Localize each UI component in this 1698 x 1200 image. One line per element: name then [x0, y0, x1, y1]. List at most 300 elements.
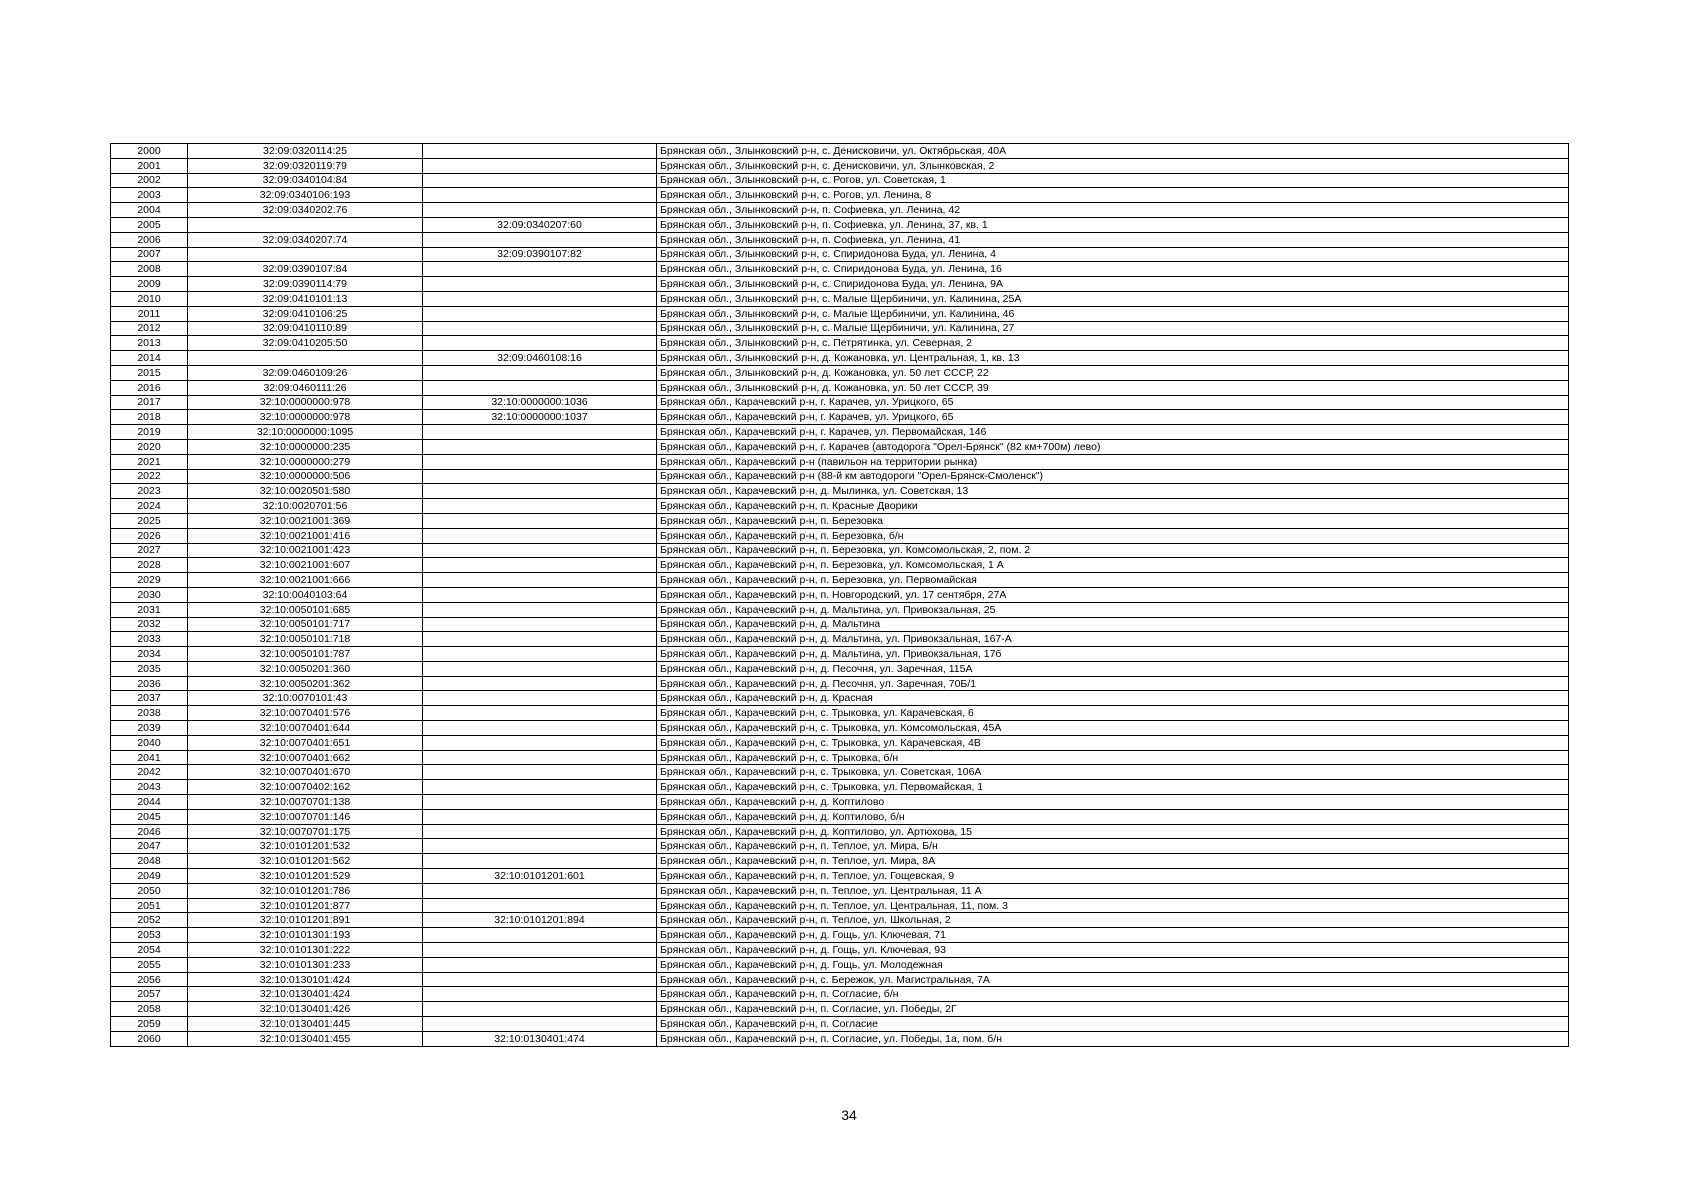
table-row: [111, 780, 1569, 795]
address-cell: Брянская обл., Карачевский р-н, п. Теплое, ул. Центральная, 11 А: [657, 883, 1569, 898]
address-cell: Брянская обл., Карачевский р-н (88-й км автодороги "Орел-Брянск-Смоленск"): [657, 469, 1569, 484]
related-cadastral-number-cell: [423, 928, 657, 943]
address-cell: Брянская обл., Карачевский р-н, д. Коптилово, ул. Артюхова, 15: [657, 824, 1569, 839]
address-cell: Брянская обл., Злынковский р-н, с. Малые Щербиничи, ул. Калинина, 27: [657, 321, 1569, 336]
cadastral-number-cell: 32:10:0101301:222: [188, 943, 423, 958]
table-row: [111, 217, 1569, 232]
table-row: [111, 351, 1569, 366]
table-row: [111, 336, 1569, 351]
table-row: [111, 395, 1569, 410]
row-number-cell: 2059: [111, 1017, 188, 1032]
address-cell: Брянская обл., Карачевский р-н, п. Согласие, б/н: [657, 987, 1569, 1002]
row-number-cell: 2037: [111, 691, 188, 706]
row-number-cell: 2019: [111, 425, 188, 440]
address-cell: Брянская обл., Злынковский р-н, с. Малые Щербиничи, ул. Калинина, 25А: [657, 291, 1569, 306]
row-number-cell: 2020: [111, 439, 188, 454]
address-cell: Брянская обл., Злынковский р-н, с. Малые Щербиничи, ул. Калинина, 46: [657, 306, 1569, 321]
registry-table-body: [111, 144, 1569, 1047]
address-cell: Брянская обл., Карачевский р-н, п. Согласие: [657, 1017, 1569, 1032]
cadastral-number-cell: 32:09:0340106:193: [188, 188, 423, 203]
address-cell: Брянская обл., Карачевский р-н, с. Трыковка, ул. Первомайская, 1: [657, 780, 1569, 795]
row-number-cell: 2002: [111, 173, 188, 188]
related-cadastral-number-cell: [423, 780, 657, 795]
related-cadastral-number-cell: 32:09:0340207:60: [423, 217, 657, 232]
related-cadastral-number-cell: [423, 809, 657, 824]
row-number-cell: 2009: [111, 277, 188, 292]
table-row: [111, 247, 1569, 262]
address-cell: Брянская обл., Карачевский р-н, с. Трыковка, ул. Комсомольская, 45А: [657, 721, 1569, 736]
table-row: [111, 957, 1569, 972]
row-number-cell: 2053: [111, 928, 188, 943]
related-cadastral-number-cell: [423, 232, 657, 247]
cadastral-number-cell: 32:10:0020501:580: [188, 484, 423, 499]
table-row: [111, 824, 1569, 839]
row-number-cell: 2024: [111, 499, 188, 514]
address-cell: Брянская обл., Карачевский р-н, д. Коптилово, б/н: [657, 809, 1569, 824]
table-row: [111, 291, 1569, 306]
table-row: [111, 439, 1569, 454]
cadastral-number-cell: 32:09:0340202:76: [188, 203, 423, 218]
row-number-cell: 2054: [111, 943, 188, 958]
cadastral-number-cell: 32:10:0020701:56: [188, 499, 423, 514]
related-cadastral-number-cell: [423, 987, 657, 1002]
address-cell: Брянская обл., Злынковский р-н, д. Кожановка, ул. 50 лет СССР, 22: [657, 365, 1569, 380]
cadastral-number-cell: 32:10:0000000:978: [188, 395, 423, 410]
row-number-cell: 2044: [111, 795, 188, 810]
table-row: [111, 499, 1569, 514]
related-cadastral-number-cell: [423, 706, 657, 721]
cadastral-number-cell: 32:10:0101301:233: [188, 957, 423, 972]
row-number-cell: 2010: [111, 291, 188, 306]
related-cadastral-number-cell: [423, 824, 657, 839]
address-cell: Брянская обл., Карачевский р-н, п. Красные Дворики: [657, 499, 1569, 514]
cadastral-number-cell: 32:10:0050101:718: [188, 632, 423, 647]
table-row: [111, 750, 1569, 765]
address-cell: Брянская обл., Карачевский р-н, п. Теплое, ул. Центральная, 11, пом. 3: [657, 898, 1569, 913]
address-cell: Брянская обл., Карачевский р-н, д. Гощь, ул. Ключевая, 93: [657, 943, 1569, 958]
related-cadastral-number-cell: [423, 676, 657, 691]
table-row: [111, 1017, 1569, 1032]
row-number-cell: 2031: [111, 602, 188, 617]
cadastral-number-cell: 32:10:0000000:235: [188, 439, 423, 454]
row-number-cell: 2045: [111, 809, 188, 824]
table-row: [111, 898, 1569, 913]
address-cell: Брянская обл., Карачевский р-н, п. Теплое, ул. Мира, Б/н: [657, 839, 1569, 854]
cadastral-number-cell: 32:10:0050101:787: [188, 647, 423, 662]
row-number-cell: 2041: [111, 750, 188, 765]
related-cadastral-number-cell: [423, 1017, 657, 1032]
row-number-cell: 2000: [111, 144, 188, 159]
table-row: [111, 484, 1569, 499]
table-row: [111, 839, 1569, 854]
row-number-cell: 2016: [111, 380, 188, 395]
related-cadastral-number-cell: [423, 617, 657, 632]
row-number-cell: 2008: [111, 262, 188, 277]
address-cell: Брянская обл., Карачевский р-н, д. Коптилово: [657, 795, 1569, 810]
table-row: [111, 528, 1569, 543]
row-number-cell: 2039: [111, 721, 188, 736]
related-cadastral-number-cell: [423, 839, 657, 854]
cadastral-number-cell: 32:10:0000000:506: [188, 469, 423, 484]
cadastral-number-cell: 32:09:0390107:84: [188, 262, 423, 277]
related-cadastral-number-cell: [423, 943, 657, 958]
related-cadastral-number-cell: [423, 573, 657, 588]
related-cadastral-number-cell: [423, 188, 657, 203]
table-row: [111, 602, 1569, 617]
related-cadastral-number-cell: [423, 647, 657, 662]
row-number-cell: 2012: [111, 321, 188, 336]
address-cell: Брянская обл., Злынковский р-н, п. Софиевка, ул. Ленина, 42: [657, 203, 1569, 218]
table-row: [111, 454, 1569, 469]
table-row: [111, 647, 1569, 662]
address-cell: Брянская обл., Карачевский р-н, с. Трыковка, б/н: [657, 750, 1569, 765]
cadastral-number-cell: 32:10:0021001:423: [188, 543, 423, 558]
table-row: [111, 869, 1569, 884]
registry-table: [110, 143, 1569, 1047]
address-cell: Брянская обл., Злынковский р-н, с. Денисковичи, ул. Злынковская, 2: [657, 158, 1569, 173]
related-cadastral-number-cell: [423, 365, 657, 380]
cadastral-number-cell: 32:10:0021001:416: [188, 528, 423, 543]
row-number-cell: 2052: [111, 913, 188, 928]
cadastral-number-cell: 32:10:0130101:424: [188, 972, 423, 987]
related-cadastral-number-cell: 32:10:0000000:1037: [423, 410, 657, 425]
table-row: [111, 676, 1569, 691]
cadastral-number-cell: 32:10:0070101:43: [188, 691, 423, 706]
address-cell: Брянская обл., Карачевский р-н, п. Теплое, ул. Мира, 8А: [657, 854, 1569, 869]
cadastral-number-cell: 32:10:0021001:369: [188, 513, 423, 528]
table-row: [111, 203, 1569, 218]
table-row: [111, 795, 1569, 810]
row-number-cell: 2003: [111, 188, 188, 203]
related-cadastral-number-cell: [423, 262, 657, 277]
address-cell: Брянская обл., Карачевский р-н, д. Мальтина, ул. Привокзальная, 25: [657, 602, 1569, 617]
address-cell: Брянская обл., Карачевский р-н, г. Карачев, ул. Урицкого, 65: [657, 395, 1569, 410]
row-number-cell: 2014: [111, 351, 188, 366]
row-number-cell: 2022: [111, 469, 188, 484]
related-cadastral-number-cell: [423, 898, 657, 913]
cadastral-number-cell: 32:10:0070701:138: [188, 795, 423, 810]
row-number-cell: 2023: [111, 484, 188, 499]
address-cell: Брянская обл., Карачевский р-н, д. Мылинка, ул. Советская, 13: [657, 484, 1569, 499]
row-number-cell: 2042: [111, 765, 188, 780]
table-row: [111, 425, 1569, 440]
row-number-cell: 2001: [111, 158, 188, 173]
related-cadastral-number-cell: [423, 795, 657, 810]
related-cadastral-number-cell: [423, 632, 657, 647]
table-row: [111, 1002, 1569, 1017]
row-number-cell: 2050: [111, 883, 188, 898]
related-cadastral-number-cell: [423, 158, 657, 173]
cadastral-number-cell: 32:10:0101301:193: [188, 928, 423, 943]
address-cell: Брянская обл., Карачевский р-н, п. Теплое, ул. Гощевская, 9: [657, 869, 1569, 884]
address-cell: Брянская обл., Карачевский р-н, д. Песочня, ул. Заречная, 70Б/1: [657, 676, 1569, 691]
cadastral-number-cell: 32:10:0101201:529: [188, 869, 423, 884]
related-cadastral-number-cell: [423, 558, 657, 573]
table-row: [111, 469, 1569, 484]
address-cell: Брянская обл., Злынковский р-н, с. Спиридонова Буда, ул. Ленина, 4: [657, 247, 1569, 262]
cadastral-number-cell: 32:10:0101201:532: [188, 839, 423, 854]
cadastral-number-cell: 32:10:0101201:891: [188, 913, 423, 928]
table-row: [111, 513, 1569, 528]
row-number-cell: 2007: [111, 247, 188, 262]
table-row: [111, 188, 1569, 203]
related-cadastral-number-cell: [423, 203, 657, 218]
related-cadastral-number-cell: [423, 380, 657, 395]
cadastral-number-cell: 32:10:0101201:562: [188, 854, 423, 869]
address-cell: Брянская обл., Карачевский р-н, д. Гощь, ул. Молодежная: [657, 957, 1569, 972]
related-cadastral-number-cell: 32:09:0390107:82: [423, 247, 657, 262]
address-cell: Брянская обл., Карачевский р-н, п. Теплое, ул. Школьная, 2: [657, 913, 1569, 928]
table-row: [111, 617, 1569, 632]
row-number-cell: 2043: [111, 780, 188, 795]
table-row: [111, 173, 1569, 188]
cadastral-number-cell: 32:10:0070401:576: [188, 706, 423, 721]
row-number-cell: 2027: [111, 543, 188, 558]
row-number-cell: 2060: [111, 1031, 188, 1046]
cadastral-number-cell: 32:10:0070701:175: [188, 824, 423, 839]
address-cell: Брянская обл., Карачевский р-н, с. Бережок, ул. Магистральная, 7А: [657, 972, 1569, 987]
table-row: [111, 380, 1569, 395]
cadastral-number-cell: 32:09:0410106:25: [188, 306, 423, 321]
related-cadastral-number-cell: [423, 721, 657, 736]
row-number-cell: 2004: [111, 203, 188, 218]
table-row: [111, 809, 1569, 824]
related-cadastral-number-cell: [423, 765, 657, 780]
table-row: [111, 721, 1569, 736]
address-cell: Брянская обл., Карачевский р-н, г. Карачев, ул. Урицкого, 65: [657, 410, 1569, 425]
table-row: [111, 972, 1569, 987]
address-cell: Брянская обл., Карачевский р-н, п. Согласие, ул. Победы, 2Г: [657, 1002, 1569, 1017]
table-row: [111, 277, 1569, 292]
related-cadastral-number-cell: [423, 454, 657, 469]
cadastral-number-cell: 32:09:0320114:25: [188, 144, 423, 159]
cadastral-number-cell: 32:10:0130401:424: [188, 987, 423, 1002]
related-cadastral-number-cell: [423, 439, 657, 454]
related-cadastral-number-cell: [423, 173, 657, 188]
address-cell: Брянская обл., Злынковский р-н, с. Денисковичи, ул. Октябрьская, 40А: [657, 144, 1569, 159]
address-cell: Брянская обл., Карачевский р-н, д. Гощь, ул. Ключевая, 71: [657, 928, 1569, 943]
row-number-cell: 2015: [111, 365, 188, 380]
table-row: [111, 661, 1569, 676]
address-cell: Брянская обл., Злынковский р-н, с. Спиридонова Буда, ул. Ленина, 9А: [657, 277, 1569, 292]
table-row: [111, 632, 1569, 647]
address-cell: Брянская обл., Карачевский р-н, п. Березовка: [657, 513, 1569, 528]
cadastral-number-cell: 32:09:0460111:26: [188, 380, 423, 395]
table-row: [111, 1031, 1569, 1046]
address-cell: Брянская обл., Карачевский р-н, п. Согласие, ул. Победы, 1а, пом. б/н: [657, 1031, 1569, 1046]
address-cell: Брянская обл., Карачевский р-н, п. Березовка, ул. Комсомольская, 1 А: [657, 558, 1569, 573]
table-row: [111, 883, 1569, 898]
address-cell: Брянская обл., Злынковский р-н, п. Софиевка, ул. Ленина, 41: [657, 232, 1569, 247]
row-number-cell: 2032: [111, 617, 188, 632]
row-number-cell: 2046: [111, 824, 188, 839]
address-cell: Брянская обл., Злынковский р-н, с. Спиридонова Буда, ул. Ленина, 16: [657, 262, 1569, 277]
cadastral-number-cell: 32:09:0320119:79: [188, 158, 423, 173]
cadastral-number-cell: 32:10:0070401:662: [188, 750, 423, 765]
row-number-cell: 2025: [111, 513, 188, 528]
row-number-cell: 2036: [111, 676, 188, 691]
address-cell: Брянская обл., Карачевский р-н, д. Мальтина: [657, 617, 1569, 632]
address-cell: Брянская обл., Карачевский р-н, п. Новгородский, ул. 17 сентября, 27А: [657, 587, 1569, 602]
table-row: [111, 943, 1569, 958]
related-cadastral-number-cell: [423, 957, 657, 972]
row-number-cell: 2033: [111, 632, 188, 647]
related-cadastral-number-cell: [423, 854, 657, 869]
related-cadastral-number-cell: [423, 750, 657, 765]
address-cell: Брянская обл., Карачевский р-н, д. Мальтина, ул. Привокзальная, 17б: [657, 647, 1569, 662]
row-number-cell: 2028: [111, 558, 188, 573]
related-cadastral-number-cell: [423, 513, 657, 528]
row-number-cell: 2030: [111, 587, 188, 602]
related-cadastral-number-cell: 32:10:0101201:894: [423, 913, 657, 928]
cadastral-number-cell: [188, 217, 423, 232]
row-number-cell: 2017: [111, 395, 188, 410]
table-row: [111, 735, 1569, 750]
table-row: [111, 765, 1569, 780]
row-number-cell: 2057: [111, 987, 188, 1002]
cadastral-number-cell: 32:09:0390114:79: [188, 277, 423, 292]
address-cell: Брянская обл., Злынковский р-н, с. Петрятинка, ул. Северная, 2: [657, 336, 1569, 351]
row-number-cell: 2005: [111, 217, 188, 232]
address-cell: Брянская обл., Карачевский р-н, п. Березовка, б/н: [657, 528, 1569, 543]
address-cell: Брянская обл., Карачевский р-н, с. Трыковка, ул. Карачевская, 4В: [657, 735, 1569, 750]
page-number: 34: [841, 1107, 857, 1123]
address-cell: Брянская обл., Карачевский р-н, г. Карачев (автодорога "Орел-Брянск" (82 км+700м) лево): [657, 439, 1569, 454]
related-cadastral-number-cell: [423, 484, 657, 499]
address-cell: Брянская обл., Злынковский р-н, с. Рогов, ул. Советская, 1: [657, 173, 1569, 188]
cadastral-number-cell: 32:10:0070401:670: [188, 765, 423, 780]
table-row: [111, 573, 1569, 588]
table-row: [111, 232, 1569, 247]
related-cadastral-number-cell: [423, 587, 657, 602]
address-cell: Брянская обл., Карачевский р-н, с. Трыковка, ул. Советская, 106А: [657, 765, 1569, 780]
cadastral-number-cell: 32:10:0021001:607: [188, 558, 423, 573]
table-row: [111, 854, 1569, 869]
related-cadastral-number-cell: [423, 972, 657, 987]
related-cadastral-number-cell: [423, 691, 657, 706]
cadastral-number-cell: 32:10:0130401:445: [188, 1017, 423, 1032]
row-number-cell: 2047: [111, 839, 188, 854]
address-cell: Брянская обл., Карачевский р-н, п. Березовка, ул. Комсомольская, 2, пом. 2: [657, 543, 1569, 558]
cadastral-number-cell: 32:10:0070401:644: [188, 721, 423, 736]
cadastral-number-cell: 32:09:0410110:89: [188, 321, 423, 336]
row-number-cell: 2035: [111, 661, 188, 676]
row-number-cell: 2034: [111, 647, 188, 662]
cadastral-number-cell: 32:10:0050201:362: [188, 676, 423, 691]
related-cadastral-number-cell: [423, 528, 657, 543]
cadastral-number-cell: 32:10:0040103:64: [188, 587, 423, 602]
row-number-cell: 2021: [111, 454, 188, 469]
table-row: [111, 144, 1569, 159]
table-row: [111, 928, 1569, 943]
table-row: [111, 410, 1569, 425]
row-number-cell: 2051: [111, 898, 188, 913]
row-number-cell: 2040: [111, 735, 188, 750]
table-row: [111, 706, 1569, 721]
address-cell: Брянская обл., Карачевский р-н, п. Березовка, ул. Первомайская: [657, 573, 1569, 588]
address-cell: Брянская обл., Злынковский р-н, д. Кожановка, ул. Центральная, 1, кв. 13: [657, 351, 1569, 366]
row-number-cell: 2018: [111, 410, 188, 425]
related-cadastral-number-cell: 32:10:0130401:474: [423, 1031, 657, 1046]
table-row: [111, 158, 1569, 173]
cadastral-number-cell: 32:10:0050101:717: [188, 617, 423, 632]
cadastral-number-cell: 32:09:0410205:50: [188, 336, 423, 351]
table-row: [111, 587, 1569, 602]
related-cadastral-number-cell: [423, 543, 657, 558]
row-number-cell: 2026: [111, 528, 188, 543]
related-cadastral-number-cell: [423, 735, 657, 750]
row-number-cell: 2049: [111, 869, 188, 884]
address-cell: Брянская обл., Карачевский р-н, д. Песочня, ул. Заречная, 115А: [657, 661, 1569, 676]
address-cell: Брянская обл., Карачевский р-н, г. Карачев, ул. Первомайская, 146: [657, 425, 1569, 440]
cadastral-number-cell: [188, 247, 423, 262]
cadastral-number-cell: 32:09:0410101:13: [188, 291, 423, 306]
related-cadastral-number-cell: [423, 306, 657, 321]
related-cadastral-number-cell: [423, 661, 657, 676]
cadastral-number-cell: 32:10:0130401:455: [188, 1031, 423, 1046]
cadastral-number-cell: 32:10:0070402:162: [188, 780, 423, 795]
table-row: [111, 543, 1569, 558]
table-row: [111, 306, 1569, 321]
address-cell: Брянская обл., Злынковский р-н, с. Рогов, ул. Ленина, 8: [657, 188, 1569, 203]
related-cadastral-number-cell: [423, 144, 657, 159]
cadastral-number-cell: 32:09:0460109:26: [188, 365, 423, 380]
row-number-cell: 2029: [111, 573, 188, 588]
related-cadastral-number-cell: [423, 321, 657, 336]
table-row: [111, 321, 1569, 336]
address-cell: Брянская обл., Карачевский р-н (павильон на территории рынка): [657, 454, 1569, 469]
cadastral-number-cell: 32:09:0340104:84: [188, 173, 423, 188]
cadastral-number-cell: 32:10:0101201:786: [188, 883, 423, 898]
row-number-cell: 2056: [111, 972, 188, 987]
row-number-cell: 2055: [111, 957, 188, 972]
row-number-cell: 2058: [111, 1002, 188, 1017]
address-cell: Брянская обл., Злынковский р-н, д. Кожановка, ул. 50 лет СССР, 39: [657, 380, 1569, 395]
cadastral-number-cell: 32:10:0050201:360: [188, 661, 423, 676]
address-cell: Брянская обл., Карачевский р-н, с. Трыковка, ул. Карачевская, 6: [657, 706, 1569, 721]
table-row: [111, 365, 1569, 380]
related-cadastral-number-cell: [423, 883, 657, 898]
table-row: [111, 262, 1569, 277]
table-row: [111, 987, 1569, 1002]
table-row: [111, 913, 1569, 928]
cadastral-number-cell: 32:10:0101201:877: [188, 898, 423, 913]
cadastral-number-cell: 32:10:0000000:978: [188, 410, 423, 425]
cadastral-number-cell: 32:10:0000000:1095: [188, 425, 423, 440]
related-cadastral-number-cell: 32:10:0101201:601: [423, 869, 657, 884]
row-number-cell: 2006: [111, 232, 188, 247]
related-cadastral-number-cell: 32:09:0460108:16: [423, 351, 657, 366]
address-cell: Брянская обл., Злынковский р-н, п. Софиевка, ул. Ленина, 37, кв. 1: [657, 217, 1569, 232]
row-number-cell: 2013: [111, 336, 188, 351]
related-cadastral-number-cell: [423, 291, 657, 306]
row-number-cell: 2011: [111, 306, 188, 321]
related-cadastral-number-cell: 32:10:0000000:1036: [423, 395, 657, 410]
related-cadastral-number-cell: [423, 499, 657, 514]
row-number-cell: 2048: [111, 854, 188, 869]
cadastral-number-cell: 32:10:0021001:666: [188, 573, 423, 588]
cadastral-number-cell: 32:09:0340207:74: [188, 232, 423, 247]
cadastral-number-cell: 32:10:0050101:685: [188, 602, 423, 617]
related-cadastral-number-cell: [423, 336, 657, 351]
table-row: [111, 691, 1569, 706]
cadastral-number-cell: 32:10:0000000:279: [188, 454, 423, 469]
cadastral-number-cell: 32:10:0070701:146: [188, 809, 423, 824]
related-cadastral-number-cell: [423, 602, 657, 617]
table-row: [111, 558, 1569, 573]
address-cell: Брянская обл., Карачевский р-н, д. Мальтина, ул. Привокзальная, 167-А: [657, 632, 1569, 647]
row-number-cell: 2038: [111, 706, 188, 721]
